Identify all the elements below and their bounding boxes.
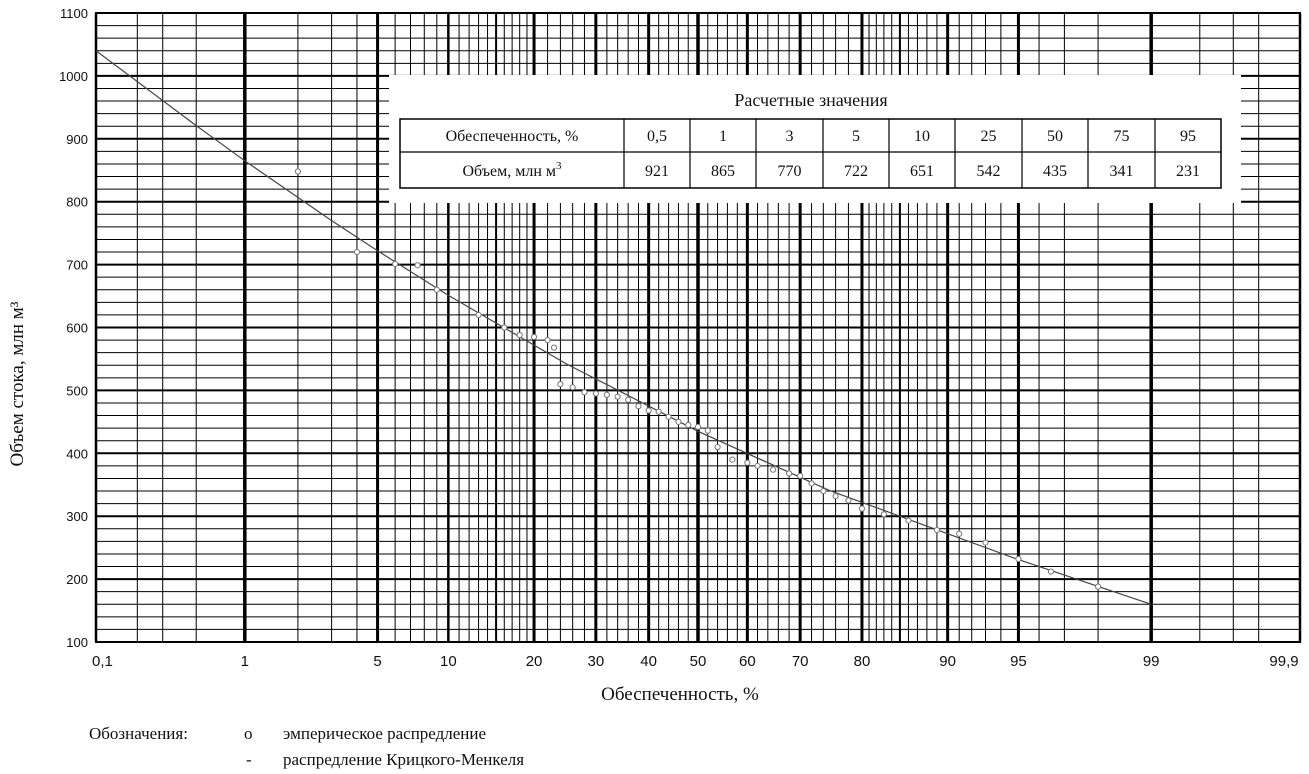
empirical-point [551,345,556,350]
empirical-point [604,392,609,397]
table-cell-volume: 722 [844,163,868,180]
empirical-point [646,408,651,413]
y-tick-label: 900 [66,131,88,147]
empirical-point [615,394,620,399]
empirical-point [1048,569,1053,574]
table-cell-probability: 1 [719,128,727,145]
empirical-point [517,332,522,337]
empirical-point [881,512,886,517]
x-tick-label: 50 [689,653,707,670]
empirical-point [686,422,691,427]
table-cell-volume: 921 [645,163,669,180]
empirical-point [1016,556,1021,561]
empirical-point [906,518,911,523]
empirical-point [798,473,803,478]
x-tick-label: 99 [1142,653,1160,670]
empirical-point [676,419,681,424]
y-tick-label: 1000 [59,68,88,84]
empirical-point [570,385,575,390]
y-tick-label: 400 [66,446,88,462]
x-tick-label: 10 [440,653,457,670]
y-tick-label: 300 [66,509,88,525]
empirical-point [626,397,631,402]
table-header-probability: Обеспеченность, % [445,128,579,145]
empirical-point [745,460,750,465]
empirical-point [636,404,641,409]
x-tick-label: 1 [240,653,249,670]
empirical-point [833,493,838,498]
x-tick-label: 30 [587,653,605,670]
legend-label-empirical: эмперическое распредление [283,724,487,743]
x-axis-title: Обеспеченность, % [601,684,759,705]
table-cell-volume: 435 [1043,163,1067,180]
table-cell-volume: 865 [711,163,735,180]
empirical-point [545,337,550,342]
y-tick-label: 600 [66,320,88,336]
empirical-point [755,463,760,468]
empirical-point [695,424,700,429]
design-values-table [389,75,1241,203]
legend-title: Обозначения: [89,724,188,743]
x-tick-label: 60 [739,653,756,670]
table-header-volume: Объем, млн $м^3$ [462,160,562,180]
y-tick-labels [59,6,88,650]
table-cell-volume: 542 [976,163,1001,180]
x-tick-label: 95 [1010,653,1027,670]
table-cell-probability: 25 [980,128,997,145]
table-cell-volume: 341 [1109,163,1134,180]
empirical-point [715,444,720,449]
legend-symbol-empirical: о [244,724,253,743]
y-tick-label: 800 [66,194,88,210]
x-tick-label: 5 [373,653,382,670]
table-cell-volume: 651 [910,163,934,180]
empirical-point [821,488,826,493]
table-cell-probability: 5 [852,128,860,145]
table-cell-probability: 50 [1047,128,1063,145]
x-tick-labels [92,653,1299,670]
empirical-point [705,428,710,433]
table-header-superscript: 3 [556,160,562,172]
empirical-point [476,312,481,317]
empirical-point [787,471,792,476]
empirical-point [415,263,420,268]
y-tick-label: 700 [66,257,88,273]
empirical-point [354,249,359,254]
empirical-point [846,498,851,503]
y-tick-label: 200 [66,572,88,588]
table-cell-probability: 3 [785,128,794,145]
empirical-point [531,334,536,339]
table-cell-probability: 0,5 [647,128,667,145]
empirical-point [983,540,988,545]
x-tick-label: 40 [640,653,657,670]
y-axis-title: Объем стока, млн м³ [7,301,28,467]
table-cell-probability: 95 [1180,128,1196,145]
empirical-point [957,531,962,536]
x-tick-label: 20 [525,653,543,670]
empirical-point [593,391,598,396]
empirical-point [656,409,661,414]
empirical-point [582,390,587,395]
empirical-point [434,287,439,292]
legend-symbol-theoretical: - [246,750,252,769]
table-cell-probability: 10 [914,128,930,145]
empirical-point [770,467,775,472]
x-tick-label: 0,1 [92,653,113,670]
legend-label-theoretical: распредление Крицкого-Менкеля [283,750,525,769]
x-tick-label: 70 [791,653,809,670]
y-tick-label: 500 [66,383,88,399]
x-tick-label: 90 [939,653,956,670]
y-tick-label: 100 [66,635,88,650]
y-tick-label: 1100 [60,6,88,21]
empirical-point [295,169,300,174]
table-cell-probability: 75 [1113,128,1130,145]
empirical-point [502,325,507,330]
table-title: Расчетные значения [734,90,888,110]
empirical-point [809,481,814,486]
empirical-point [730,457,735,462]
x-tick-label: 99,9 [1269,653,1299,670]
x-tick-label: 80 [853,653,871,670]
empirical-point [1095,584,1100,589]
empirical-point [859,506,864,511]
empirical-point [393,261,398,266]
empirical-point [666,414,671,419]
table-cell-volume: 231 [1176,163,1200,180]
table-cell-volume: 770 [777,163,802,180]
empirical-point [934,527,939,532]
empirical-point [558,382,563,387]
